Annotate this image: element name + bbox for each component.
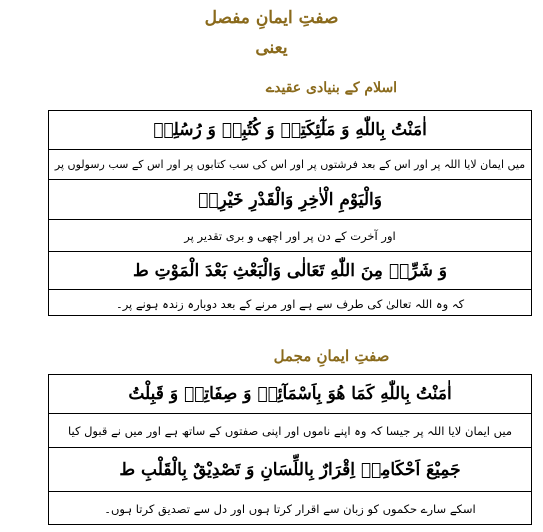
table-row <box>49 289 531 317</box>
table-row <box>49 251 531 289</box>
urdu-translation: میں ایمان لایا اللہ پر جیسا کہ وہ اپنے ناموں اور اپنی صفتوں کے ساتھ ہے اور میں نے قبول کیا <box>67 423 513 438</box>
table-row <box>49 111 531 149</box>
section1-subheading: اسلام کے بنیادی عقیدے <box>265 80 398 96</box>
table-row <box>49 491 531 526</box>
arabic-line: اٰمَنْتُ بِاللّٰهِ وَ مَلٰٓئِکَتِهٖ وَ کُتُبِهٖ وَ رُسُلِهٖ <box>153 120 427 140</box>
arabic-line: اٰمَنْتُ بِاللّٰهِ کَمَا هُوَ بِاَسْمَآئِهٖ وَ صِفَاتِهٖ وَ قَبِلْتُ <box>128 384 452 404</box>
table-row <box>49 375 531 413</box>
section2-table <box>48 374 532 525</box>
section1-title: صفتِ ایمانِ مفصل <box>204 8 339 28</box>
urdu-translation: اور آخرت کے دن پر اور اچھی و بری تقدیر پر <box>184 228 396 243</box>
arabic-line: جَمِیْعَ اَحْکَامِهٖ اِقْرَارٌ بِاللِّسَانِ وَ تَصْدِیْقٌ بِالْقَلْبِ ط <box>119 459 461 480</box>
urdu-translation: اسکے سارے حکموں کو زبان سے اقرار کرتا ہوں اور دل سے تصدیق کرتا ہوں۔ <box>104 502 476 516</box>
section1-subtitle: یعنی <box>255 38 288 58</box>
table-row <box>49 219 531 251</box>
arabic-line: وَ شَرِّهٖ مِنَ اللّٰهِ تَعَالٰی وَالْبَعْثِ بَعْدَ الْمَوْتِ ط <box>133 260 447 281</box>
urdu-translation: کہ وہ اللہ تعالیٰ کی طرف سے ہے اور مرنے کے بعد دوبارہ زندہ ہونے پر۔ <box>115 296 465 311</box>
table-row <box>49 413 531 447</box>
section2-title: صفتِ ایمانِ مجمل <box>273 347 390 365</box>
arabic-line: وَالْیَوْمِ الْاٰخِرِ وَالْقَدْرِ خَیْرِهٖ <box>198 189 382 210</box>
urdu-translation: میں ایمان لایا اللہ پر اور اس کے بعد فرشتوں پر اور اس کی سب کتابوں پر اور اس کے سب رسولوں پر <box>54 158 526 171</box>
section1-table <box>48 110 532 316</box>
table-row <box>49 179 531 219</box>
table-row <box>49 447 531 491</box>
table-row <box>49 149 531 179</box>
